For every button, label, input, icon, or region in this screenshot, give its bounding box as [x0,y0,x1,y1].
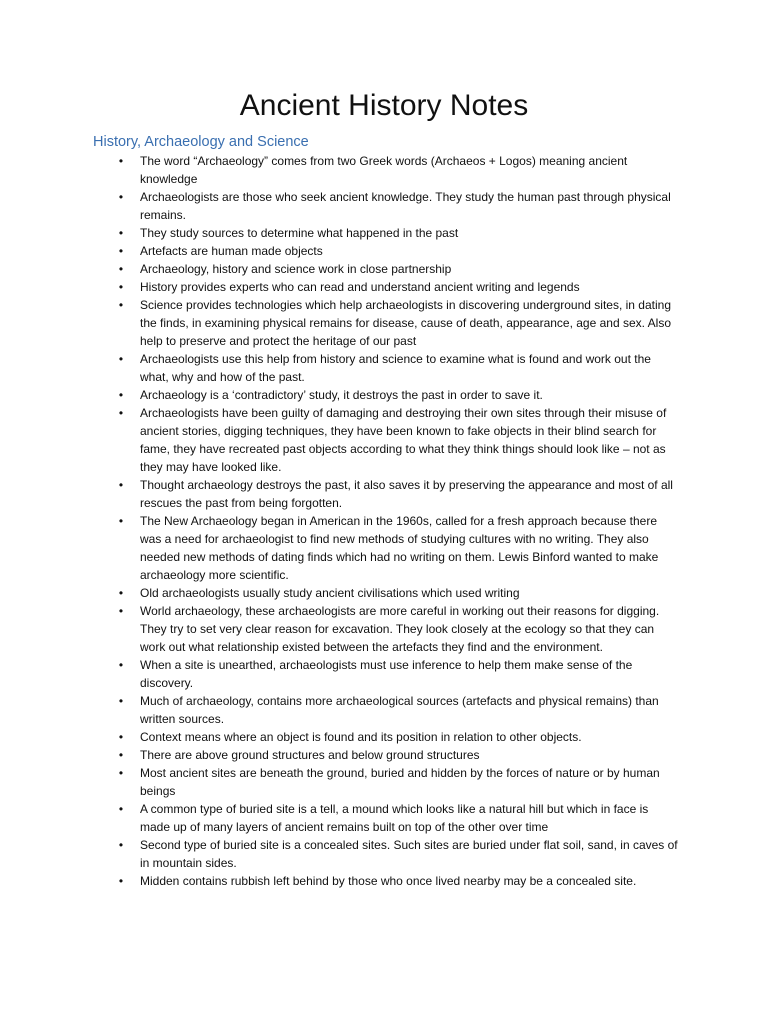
list-item [0,350,768,386]
notes-list [0,152,768,890]
list-item-text: Artefacts are human made objects [140,244,323,258]
bullet-icon: • [118,694,124,708]
list-item-text: A common type of buried site is a tell, a mound which looks like a natural hill but which in face is made up of many layers of ancient remains built on top of the other over time [140,802,649,834]
list-item [0,260,768,278]
list-item [0,296,768,350]
list-item-text: Most ancient sites are beneath the ground, buried and hidden by the forces of nature or by human beings [140,766,660,798]
bullet-icon: • [118,604,124,618]
bullet-icon: • [118,226,124,240]
list-item-text: Old archaeologists usually study ancient civilisations which used writing [140,586,520,600]
bullet-icon: • [118,766,124,780]
list-item-text: The New Archaeology began in American in the 1960s, called for a fresh approach because there was a need for archaeologist to find new methods of studying cultures with no writing. They also needed new methods of dating finds which had no writing on them. Lewis Binford wanted to make archaeology more scientific. [140,514,659,582]
list-item-text: Thought archaeology destroys the past, it also saves it by preserving the appearance and most of all rescues the past from being forgotten. [140,478,673,510]
list-item [0,404,768,476]
list-item-text: They study sources to determine what happened in the past [140,226,459,240]
bullet-icon: • [118,190,124,204]
list-item [0,386,768,404]
list-item [0,800,768,836]
list-item-text: Archaeologists use this help from history and science to examine what is found and work out the what, why and how of the past. [140,352,651,384]
list-item [0,656,768,692]
list-item [0,152,768,188]
list-item [0,278,768,296]
list-item [0,764,768,800]
bullet-icon: • [118,388,124,402]
list-item [0,728,768,746]
bullet-icon: • [118,262,124,276]
list-item [0,584,768,602]
bullet-icon: • [118,838,124,852]
bullet-icon: • [118,478,124,492]
list-item-text: When a site is unearthed, archaeologists must use inference to help them make sense of the discovery. [140,658,633,690]
list-item [0,836,768,872]
bullet-icon: • [118,748,124,762]
list-item [0,242,768,260]
bullet-icon: • [118,406,124,420]
bullet-icon: • [118,514,124,528]
list-item-text: There are above ground structures and below ground structures [140,748,480,762]
list-item [0,224,768,242]
list-item [0,872,768,890]
list-item-text: The word “Archaeology” comes from two Greek words (Archaeos + Logos) meaning ancient knowledge [140,154,628,186]
list-item-text: Archaeologists have been guilty of damaging and destroying their own sites through their misuse of ancient stories, digging techniques, they have been known to fake objects in their blind search for fame, they have recreated past objects according to what they think things should look like – not as they may have looked like. [140,406,667,474]
page-title: Ancient History Notes [239,89,529,122]
bullet-icon: • [118,586,124,600]
list-item-text: World archaeology, these archaeologists are more careful in working out their reasons for digging. They try to set very clear reason for excavation. They look closely at the ecology so that they can work out what relationship existed between the artefacts they find and the environment. [140,604,660,654]
bullet-icon: • [118,802,124,816]
list-item-text: Midden contains rubbish left behind by those who once lived nearby may be a concealed site. [140,874,637,888]
list-item-text: Much of archaeology, contains more archaeological sources (artefacts and physical remains) than written sources. [140,694,659,726]
list-item-text: Second type of buried site is a concealed sites. Such sites are buried under flat soil, sand, in caves of in mountain sides. [140,838,678,870]
list-item-text: Science provides technologies which help archaeologists in discovering underground sites, in dating the finds, in examining physical remains for disease, cause of death, appearance, age and sex. Also help to preserve and protect the heritage of our past [140,298,671,348]
bullet-icon: • [118,154,124,168]
list-item [0,188,768,224]
bullet-icon: • [118,658,124,672]
list-item-text: Archaeologists are those who seek ancient knowledge. They study the human past through physical remains. [140,190,671,222]
bullet-icon: • [118,730,124,744]
section-heading: History, Archaeology and Science [93,134,309,150]
list-item [0,512,768,584]
bullet-icon: • [118,280,124,294]
list-item-text: History provides experts who can read and understand ancient writing and legends [140,280,580,294]
list-item [0,602,768,656]
list-item-text: Context means where an object is found and its position in relation to other objects. [140,730,582,744]
list-item-text: Archaeology, history and science work in close partnership [140,262,452,276]
bullet-icon: • [118,298,124,312]
list-item-text: Archaeology is a ‘contradictory’ study, it destroys the past in order to save it. [140,388,543,402]
bullet-icon: • [118,874,124,888]
list-item [0,692,768,728]
list-item [0,476,768,512]
bullet-icon: • [118,352,124,366]
list-item [0,746,768,764]
bullet-icon: • [118,244,124,258]
